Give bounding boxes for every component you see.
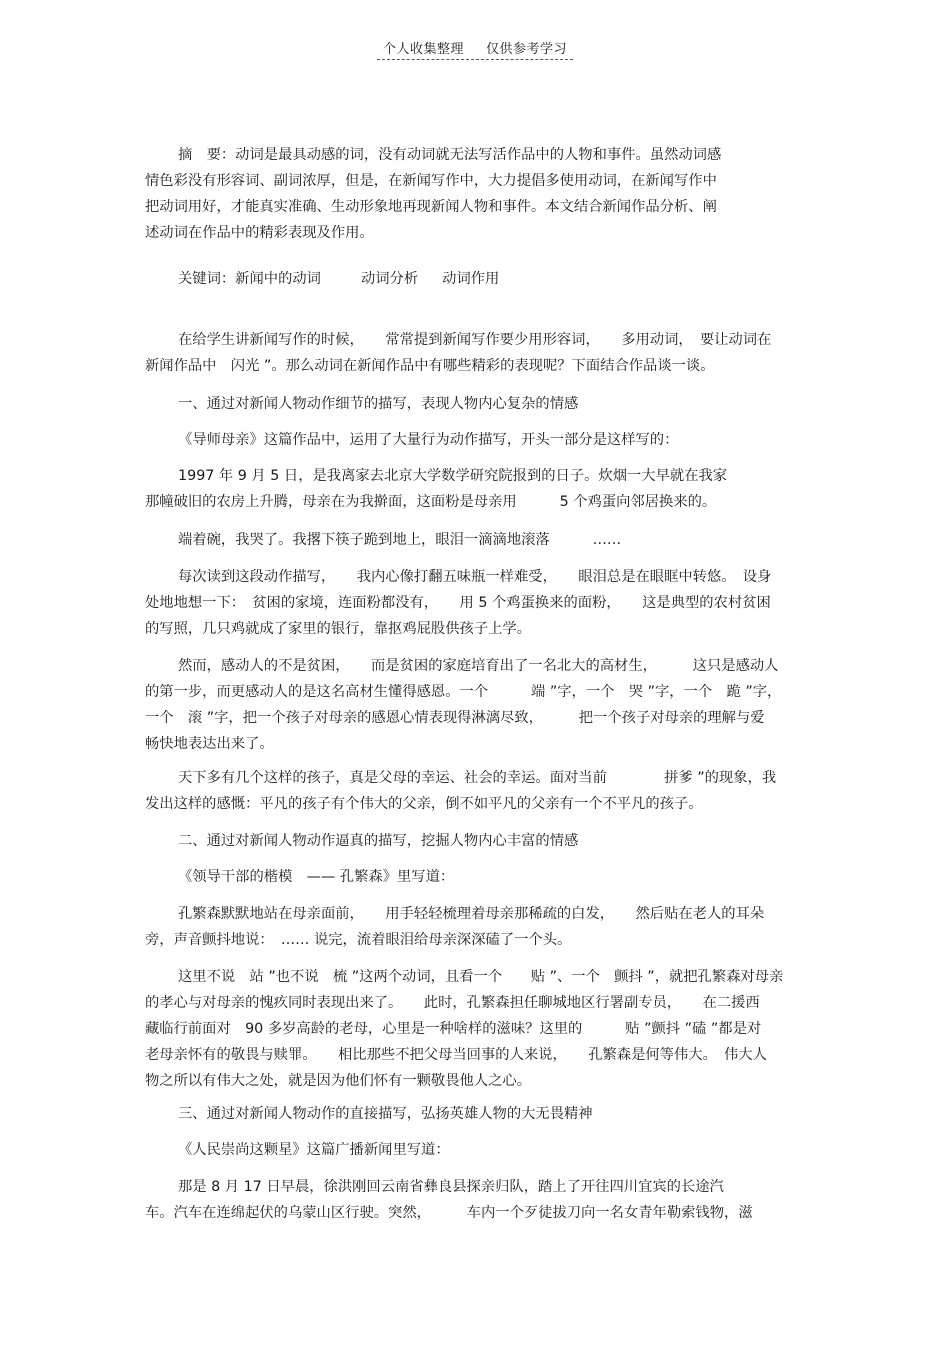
body-paragraph: [145, 1137, 805, 1163]
paragraph-line: 在给学生讲新闻写作的时候， 常常提到新闻写作要少用形容词， 多用动词， 要让动词在: [178, 332, 772, 348]
paragraph-line: 的写照，几只鸡就成了家里的银行，靠抠鸡屁股供孩子上学。: [145, 621, 532, 637]
header-left-text: 个人收集整理: [382, 42, 464, 57]
quote-paragraph: [145, 527, 805, 553]
quote-paragraph: [145, 901, 805, 953]
body-paragraph: [145, 564, 805, 642]
paragraph-line: 旁，声音颤抖地说： …… 说完，流着眼泪给母亲深深磕了一个头。: [145, 932, 572, 948]
section-heading: [145, 391, 805, 417]
keywords-label: 关键词：新闻中的动词: [178, 271, 321, 287]
body-paragraph: [145, 653, 805, 757]
paragraph-line: 那幢破旧的农房上升腾，母亲在为我擀面，这面粉是母亲用 5 个鸡蛋向邻居换来的。: [145, 494, 717, 510]
paragraph-line: 那是 8 月 17 日早晨，徐洪刚回云南省彝良县探亲归队，踏上了开往四川宜宾的长途汽: [178, 1179, 724, 1195]
section-heading-text: 一、通过对新闻人物动作细节的描写，表现人物内心复杂的情感: [178, 396, 579, 412]
page-header: [0, 38, 950, 60]
abstract-line: 述动词在作品中的精彩表现及作用。: [145, 225, 374, 241]
section-heading-text: 三、通过对新闻人物动作的直接描写，弘扬英雄人物的大无畏精神: [178, 1106, 593, 1122]
paragraph-line: 《领导干部的楷模 —— 孔繁森》里写道：: [178, 869, 455, 885]
header-right-text: 仅供参考学习: [486, 42, 568, 57]
body-paragraph: [145, 864, 805, 890]
paragraph-line: 天下多有几个这样的孩子，真是父母的幸运、社会的幸运。面对当前 拼爹 ”的现象，我: [178, 770, 777, 786]
section-heading: [145, 1101, 805, 1127]
paragraph-line: 藏临行前面对 90 多岁高龄的老母，心里是一种啥样的滋味？这里的 贴 ”颤抖 ”磕 ”都是对: [145, 1021, 762, 1037]
body-paragraph: [145, 964, 805, 1094]
quote-paragraph: [145, 1174, 805, 1226]
section-heading-text: 二、通过对新闻人物动作逼真的描写，挖掘人物内心丰富的情感: [178, 833, 579, 849]
paragraph-line: 1997 年 9 月 5 日，是我离家去北京大学数学研究院报到的日子。炊烟一大早就在我家: [178, 468, 728, 484]
section-heading: [145, 828, 805, 854]
header-watermark: [377, 38, 573, 60]
paragraph-line: 的孝心与对母亲的愧疚同时表现出来了。 此时，孔繁森担任聊城地区行署副专员， 在二援西: [145, 995, 760, 1011]
paragraph-line: 的第一步，而更感动人的是这名高材生懂得感恩。一个 端 ”字，一个 哭 ”字，一个 跪 ”字，: [145, 684, 782, 700]
body-paragraph: [145, 427, 805, 453]
paragraph-line: 畅快地表达出来了。: [145, 736, 274, 752]
abstract-line: 情色彩没有形容词、副词浓厚，但是，在新闻写作中，大力提倡多使用动词，在新闻写作中: [145, 173, 717, 189]
paragraph-line: 老母亲怀有的敬畏与赎罪。 相比那些不把父母当回事的人来说， 孔繁森是何等伟大。 伟大人: [145, 1047, 767, 1063]
paragraph-line: 发出这样的感慨：平凡的孩子有个伟大的父亲，倒不如平凡的父亲有一个不平凡的孩子。: [145, 796, 703, 812]
keyword-3: 动词作用: [442, 271, 500, 287]
paragraph-line: 车。汽车在连绵起伏的乌蒙山区行驶。突然， 车内一个歹徒拔刀向一名女青年勒索钱物，滋: [145, 1205, 753, 1221]
keywords-line: [145, 266, 805, 292]
paragraph-line: 《导师母亲》这篇作品中，运用了大量行为动作描写，开头一部分是这样写的：: [178, 432, 679, 448]
paragraph-line: 然而，感动人的不是贫困， 而是贫困的家庭培育出了一名北大的高材生， 这只是感动人: [178, 658, 779, 674]
paragraph-line: 孔繁森默默地站在母亲面前， 用手轻轻梳理着母亲那稀疏的白发， 然后贴在老人的耳朵: [178, 906, 765, 922]
paragraph-line: 这里不说 站 ”也不说 梳 ”这两个动词，且看一个 贴 ”、一个 颤抖 ”，就把孔繁森对母亲: [178, 969, 784, 985]
abstract-line: 摘 要：动词是最具动感的词，没有动词就无法写活作品中的人物和事件。虽然动词感: [178, 147, 722, 163]
paragraph-line: 每次读到这段动作描写， 我内心像打翻五味瓶一样难受， 眼泪总是在眼眶中转悠。 设身: [178, 569, 772, 585]
keyword-2: 动词分析: [360, 271, 419, 287]
body-paragraph: [145, 327, 805, 379]
paragraph-line: 端着碗，我哭了。我撂下筷子跪到地上，眼泪一滴滴地滚落 ……: [178, 532, 622, 548]
paragraph-line: 新闻作品中 闪光 ”。那么动词在新闻作品中有哪些精彩的表现呢？下面结合作品谈一谈。: [145, 358, 715, 374]
abstract-paragraph: [145, 142, 805, 246]
body-paragraph: [145, 765, 805, 817]
abstract-line: 把动词用好，才能真实准确、生动形象地再现新闻人物和事件。本文结合新闻作品分析、阐: [145, 199, 717, 215]
paragraph-line: 一个 滚 ”字，把一个孩子对母亲的感恩心情表现得淋漓尽致， 把一个孩子对母亲的理解与爱: [145, 710, 765, 726]
paragraph-line: 物之所以有伟大之处，就是因为他们怀有一颗敬畏他人之心。: [145, 1073, 532, 1089]
quote-paragraph: [145, 463, 805, 515]
paragraph-line: 《人民崇尚这颗星》这篇广播新闻里写道：: [178, 1142, 450, 1158]
paragraph-line: 处地地想一下： 贫困的家境，连面粉都没有， 用 5 个鸡蛋换来的面粉， 这是典型的农村贫困: [145, 595, 771, 611]
